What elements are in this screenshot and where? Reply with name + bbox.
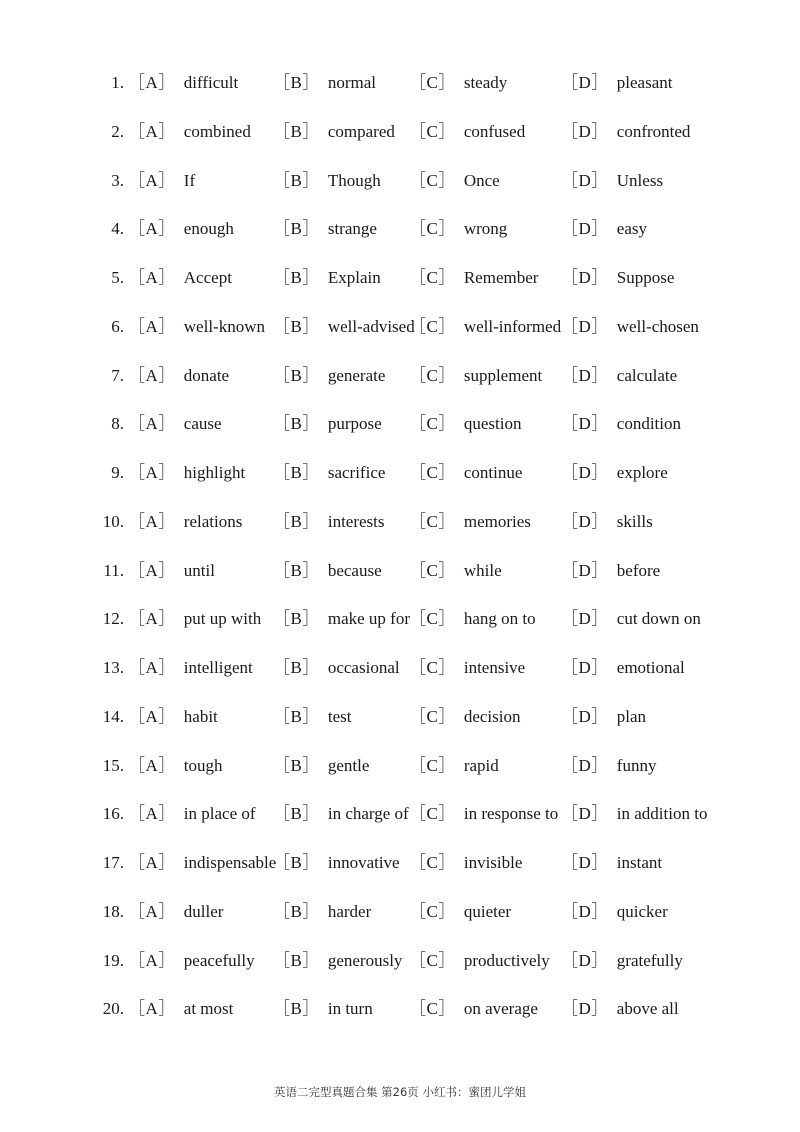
option-letter: ［B］	[273, 950, 320, 970]
question-number: 19.	[102, 950, 124, 970]
option-letter: ［C］	[409, 706, 456, 726]
option-d	[561, 498, 653, 547]
option-letter: ［B］	[273, 365, 320, 385]
option-text: strange	[327, 219, 377, 239]
option-text: cut down on	[616, 609, 701, 629]
question-number: 12.	[102, 609, 124, 629]
option-a	[128, 449, 245, 498]
option-text: funny	[616, 755, 657, 775]
option-a	[128, 205, 234, 254]
option-text: while	[463, 560, 502, 580]
option-letter: ［D］	[561, 706, 609, 726]
option-text: in place of	[183, 804, 256, 824]
question-number: 9.	[111, 463, 124, 482]
option-b	[273, 937, 402, 986]
option-text: quieter	[463, 901, 512, 921]
option-a	[128, 839, 276, 888]
option-a	[128, 790, 256, 839]
option-text: normal	[327, 73, 376, 92]
option-text: compared	[327, 121, 395, 141]
option-b	[273, 254, 381, 303]
option-text: hang on to	[463, 609, 536, 629]
option-letter: ［C］	[409, 853, 456, 872]
option-text: difficult	[183, 73, 239, 92]
option-letter: ［A］	[128, 755, 176, 775]
option-a	[128, 59, 238, 108]
option-text: at most	[183, 999, 234, 1019]
option-b	[273, 790, 409, 839]
option-text: sacrifice	[327, 463, 386, 482]
option-letter: ［C］	[409, 999, 456, 1019]
option-c	[409, 985, 538, 1034]
question-number: 4.	[111, 219, 124, 239]
option-a	[128, 937, 255, 986]
option-d	[561, 742, 656, 791]
question-row	[0, 742, 800, 791]
option-d	[561, 205, 647, 254]
option-text: highlight	[183, 463, 246, 482]
option-text: Explain	[327, 268, 381, 287]
option-letter: ［D］	[561, 804, 609, 824]
option-text: decision	[463, 706, 521, 726]
option-c	[409, 742, 499, 791]
option-letter: ［C］	[409, 316, 456, 336]
question-number: 15.	[102, 755, 124, 775]
option-c	[409, 254, 538, 303]
question-row	[0, 254, 800, 303]
option-text: well-known	[183, 316, 265, 336]
option-letter: ［D］	[561, 121, 609, 141]
option-letter: ［A］	[128, 73, 176, 92]
option-d	[561, 790, 707, 839]
option-letter: ［C］	[409, 560, 456, 580]
option-text: memories	[463, 511, 531, 531]
option-letter: ［C］	[409, 901, 456, 921]
option-letter: ［D］	[561, 999, 609, 1019]
option-text: pleasant	[616, 73, 673, 92]
option-c	[409, 790, 558, 839]
option-a	[128, 498, 242, 547]
page-footer: 英语二完型真题合集 第26页 小红书：蜜团儿学姐	[274, 1085, 526, 1099]
option-b	[273, 547, 382, 596]
question-row	[0, 985, 800, 1034]
option-c	[409, 693, 521, 742]
option-d	[561, 937, 683, 986]
option-text: plan	[616, 706, 647, 726]
option-letter: ［C］	[409, 511, 456, 531]
question-row	[0, 839, 800, 888]
option-d	[561, 108, 690, 157]
option-text: tough	[183, 755, 223, 775]
option-a	[128, 400, 222, 449]
question-row	[0, 595, 800, 644]
option-letter: ［B］	[273, 121, 320, 141]
option-text: until	[183, 560, 215, 580]
option-b	[273, 303, 415, 352]
option-d	[561, 693, 646, 742]
option-c	[409, 352, 542, 401]
option-letter: ［D］	[561, 755, 609, 775]
option-text: supplement	[463, 365, 543, 385]
option-text: make up for	[327, 609, 410, 629]
option-letter: ［B］	[273, 511, 320, 531]
option-text: generously	[327, 950, 403, 970]
option-text: Though	[327, 170, 381, 190]
option-letter: ［D］	[561, 316, 609, 336]
option-b	[273, 449, 385, 498]
question-number: 1.	[111, 73, 124, 92]
option-text: skills	[616, 511, 653, 531]
option-letter: ［A］	[128, 999, 176, 1019]
option-d	[561, 888, 668, 937]
option-b	[273, 108, 395, 157]
option-c	[409, 59, 507, 108]
option-letter: ［B］	[273, 853, 320, 872]
option-text: on average	[463, 999, 538, 1019]
option-letter: ［C］	[409, 268, 456, 287]
option-letter: ［C］	[409, 804, 456, 824]
option-text: Unless	[616, 170, 664, 190]
option-c	[409, 157, 500, 206]
option-c	[409, 595, 536, 644]
question-row	[0, 157, 800, 206]
option-text: If	[183, 170, 196, 190]
option-text: explore	[616, 463, 668, 482]
option-letter: ［B］	[273, 609, 320, 629]
option-text: generate	[327, 365, 386, 385]
option-text: well-chosen	[616, 316, 699, 336]
option-letter: ［B］	[273, 560, 320, 580]
option-text: enough	[183, 219, 234, 239]
option-c	[409, 888, 511, 937]
option-text: gentle	[327, 755, 370, 775]
question-row	[0, 790, 800, 839]
option-b	[273, 59, 376, 108]
option-text: harder	[327, 901, 372, 921]
option-d	[561, 644, 685, 693]
option-letter: ［C］	[409, 121, 456, 141]
question-number: 8.	[111, 414, 124, 434]
option-text: before	[616, 560, 661, 580]
option-text: Remember	[463, 268, 539, 287]
option-text: in turn	[327, 999, 373, 1019]
question-row	[0, 937, 800, 986]
option-letter: ［C］	[409, 950, 456, 970]
option-text: gratefully	[616, 950, 683, 970]
option-b	[273, 205, 377, 254]
option-a	[128, 352, 229, 401]
option-text: Accept	[183, 268, 232, 287]
option-letter: ［D］	[561, 950, 609, 970]
option-letter: ［C］	[409, 609, 456, 629]
option-a	[128, 157, 195, 206]
option-text: emotional	[616, 658, 685, 677]
option-text: well-advised	[327, 316, 415, 336]
option-text: calculate	[616, 365, 678, 385]
option-c	[409, 449, 522, 498]
option-letter: ［D］	[561, 511, 609, 531]
option-c	[409, 400, 521, 449]
option-letter: ［C］	[409, 170, 456, 190]
option-text: confused	[463, 121, 526, 141]
option-b	[273, 157, 381, 206]
option-letter: ［B］	[273, 999, 320, 1019]
question-row	[0, 400, 800, 449]
option-text: intelligent	[183, 658, 253, 677]
option-a	[128, 303, 265, 352]
option-b	[273, 595, 410, 644]
option-text: question	[463, 414, 522, 434]
option-letter: ［D］	[561, 853, 609, 872]
option-d	[561, 352, 677, 401]
option-text: wrong	[463, 219, 508, 239]
option-letter: ［C］	[409, 219, 456, 239]
option-letter: ［C］	[409, 658, 456, 677]
option-letter: ［D］	[561, 268, 609, 287]
question-row	[0, 888, 800, 937]
option-a	[128, 108, 251, 157]
option-a	[128, 547, 215, 596]
option-letter: ［C］	[409, 73, 456, 92]
option-text: above all	[616, 999, 679, 1019]
option-b	[273, 644, 400, 693]
option-c	[409, 937, 550, 986]
question-number: 16.	[102, 804, 124, 824]
option-text: purpose	[327, 414, 382, 434]
option-c	[409, 644, 525, 693]
question-row	[0, 205, 800, 254]
option-b	[273, 839, 400, 888]
option-text: indispensable	[183, 853, 277, 872]
option-c	[409, 108, 525, 157]
question-number: 3.	[111, 170, 124, 190]
question-row	[0, 352, 800, 401]
option-text: combined	[183, 121, 251, 141]
option-letter: ［A］	[128, 950, 176, 970]
option-letter: ［B］	[273, 804, 320, 824]
option-b	[273, 400, 382, 449]
option-text: Once	[463, 170, 500, 190]
option-letter: ［D］	[561, 219, 609, 239]
option-c	[409, 303, 561, 352]
option-letter: ［C］	[409, 463, 456, 482]
option-letter: ［C］	[409, 414, 456, 434]
option-letter: ［B］	[273, 170, 320, 190]
option-a	[128, 888, 223, 937]
option-text: continue	[463, 463, 523, 482]
option-letter: ［D］	[561, 73, 609, 92]
option-letter: ［A］	[128, 804, 176, 824]
option-letter: ［A］	[128, 511, 176, 531]
option-text: put up with	[183, 609, 262, 629]
option-text: easy	[616, 219, 647, 239]
option-c	[409, 498, 531, 547]
option-b	[273, 888, 371, 937]
option-letter: ［A］	[128, 463, 176, 482]
option-text: duller	[183, 901, 224, 921]
option-text: because	[327, 560, 382, 580]
option-letter: ［D］	[561, 609, 609, 629]
option-text: donate	[183, 365, 230, 385]
option-letter: ［B］	[273, 463, 320, 482]
option-text: instant	[616, 853, 663, 872]
question-number: 17.	[102, 853, 124, 872]
option-text: peacefully	[183, 950, 255, 970]
option-letter: ［A］	[128, 706, 176, 726]
question-row	[0, 547, 800, 596]
option-letter: ［D］	[561, 414, 609, 434]
option-text: habit	[183, 706, 218, 726]
option-letter: ［A］	[128, 609, 176, 629]
option-text: interests	[327, 511, 385, 531]
option-d	[561, 254, 674, 303]
option-d	[561, 303, 699, 352]
question-number: 7.	[111, 365, 124, 385]
question-number: 2.	[111, 121, 124, 141]
option-b	[273, 742, 369, 791]
option-letter: ［A］	[128, 853, 176, 872]
option-text: steady	[463, 73, 508, 92]
option-d	[561, 547, 660, 596]
question-number: 18.	[102, 901, 124, 921]
option-text: cause	[183, 414, 222, 434]
option-b	[273, 352, 385, 401]
option-letter: ［B］	[273, 414, 320, 434]
question-number: 20.	[102, 999, 124, 1019]
option-d	[561, 59, 672, 108]
question-row	[0, 303, 800, 352]
option-letter: ［C］	[409, 365, 456, 385]
question-row	[0, 59, 800, 108]
question-row	[0, 449, 800, 498]
option-letter: ［A］	[128, 560, 176, 580]
option-c	[409, 205, 507, 254]
option-text: intensive	[463, 658, 526, 677]
option-text: in addition to	[616, 804, 708, 824]
option-d	[561, 985, 679, 1034]
option-text: in charge of	[327, 804, 409, 824]
option-text: confronted	[616, 121, 691, 141]
option-a	[128, 742, 223, 791]
question-row	[0, 498, 800, 547]
option-letter: ［B］	[273, 268, 320, 287]
option-text: in response to	[463, 804, 559, 824]
option-letter: ［B］	[273, 755, 320, 775]
option-letter: ［D］	[561, 365, 609, 385]
option-letter: ［A］	[128, 365, 176, 385]
question-number: 11.	[103, 560, 124, 580]
option-letter: ［A］	[128, 268, 176, 287]
option-letter: ［B］	[273, 706, 320, 726]
question-number: 5.	[111, 268, 124, 287]
option-c	[409, 547, 502, 596]
option-letter: ［B］	[273, 219, 320, 239]
option-letter: ［D］	[561, 170, 609, 190]
question-list	[0, 59, 800, 1034]
option-text: Suppose	[616, 268, 675, 287]
question-row	[0, 108, 800, 157]
option-letter: ［D］	[561, 560, 609, 580]
question-row	[0, 644, 800, 693]
option-b	[273, 693, 351, 742]
option-letter: ［D］	[561, 901, 609, 921]
option-letter: ［D］	[561, 658, 609, 677]
option-letter: ［B］	[273, 316, 320, 336]
option-text: occasional	[327, 658, 400, 677]
option-a	[128, 254, 232, 303]
option-d	[561, 595, 701, 644]
option-text: condition	[616, 414, 681, 434]
option-letter: ［A］	[128, 121, 176, 141]
question-number: 6.	[111, 316, 124, 336]
option-d	[561, 157, 663, 206]
option-text: well-informed	[463, 316, 562, 336]
option-c	[409, 839, 522, 888]
question-number: 10.	[102, 511, 124, 531]
option-letter: ［D］	[561, 463, 609, 482]
option-letter: ［A］	[128, 219, 176, 239]
option-text: productively	[463, 950, 550, 970]
option-text: rapid	[463, 755, 499, 775]
option-text: test	[327, 706, 352, 726]
option-a	[128, 644, 253, 693]
option-a	[128, 595, 261, 644]
option-a	[128, 693, 218, 742]
option-letter: ［A］	[128, 658, 176, 677]
option-text: invisible	[463, 853, 523, 872]
option-d	[561, 839, 662, 888]
option-letter: ［C］	[409, 755, 456, 775]
option-text: quicker	[616, 901, 668, 921]
question-number: 13.	[102, 658, 124, 677]
option-text: relations	[183, 511, 243, 531]
option-text: innovative	[327, 853, 400, 872]
option-letter: ［A］	[128, 316, 176, 336]
option-letter: ［B］	[273, 901, 320, 921]
option-a	[128, 985, 233, 1034]
option-d	[561, 400, 681, 449]
option-d	[561, 449, 668, 498]
option-letter: ［A］	[128, 414, 176, 434]
option-letter: ［A］	[128, 170, 176, 190]
option-letter: ［B］	[273, 658, 320, 677]
question-number: 14.	[102, 706, 124, 726]
option-b	[273, 498, 385, 547]
question-row	[0, 693, 800, 742]
option-letter: ［A］	[128, 901, 176, 921]
option-b	[273, 985, 373, 1034]
option-letter: ［B］	[273, 73, 320, 92]
